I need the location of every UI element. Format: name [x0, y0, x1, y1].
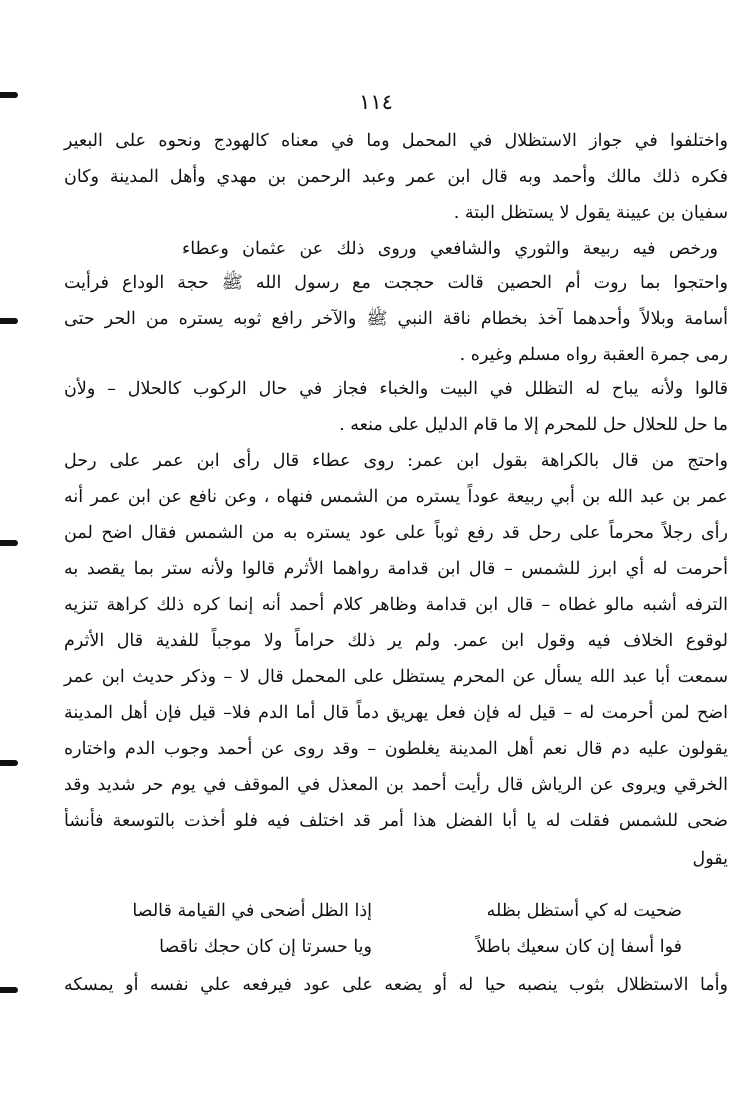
- text-line: واختلفوا في جواز الاستظلال في المحمل وما في معناه كالهودج ونحوه على البعير: [64, 131, 728, 151]
- text-line: واحتج من قال بالكراهة بقول ابن عمر: روى عطاء قال رأى ابن عمر على رحل: [64, 451, 728, 471]
- margin-mark: [0, 92, 18, 98]
- verse-first-hemistich: ضحيت له كي أستظل بظله: [486, 901, 682, 921]
- verse-second-hemistich: إذا الظل أضحى في القيامة قالصا: [132, 901, 372, 921]
- verse-second-hemistich: ويا حسرتا إن كان حجك ناقصا: [159, 937, 372, 957]
- text-line: أسامة وبلالاً وأحدهما آخذ بخطام ناقة النبي ﷺ والآخر رافع ثوبه يستره من الحر حتى: [64, 309, 728, 329]
- margin-mark: [0, 540, 18, 546]
- text-line: الترفه أشبه مالو غطاه – قال ابن قدامة وظاهر كلام أحمد أنه إنما كره ذلك كراهة تنزيه: [64, 595, 728, 615]
- text-line: يقولون عليه دم قال نعم أهل المدينة يغلطون – وقد روى عن أحمد وجوب الدم واختاره: [64, 739, 728, 759]
- text-line: الخرقي ويروى عن الرياش قال رأيت أحمد بن المعذل في الموقف في يوم حر شديد وقد: [64, 775, 728, 795]
- text-line: قالوا ولأنه يباح له التظلل في البيت والخباء فجاز في حال الركوب كالحلال – ولأن: [64, 379, 728, 399]
- text-line: يقول: [692, 849, 728, 869]
- text-line: عمر بن عبد الله بن أبي ربيعة عوداً يستره من الشمس فنهاه ، وعن نافع عن ابن عمر أنه: [64, 487, 728, 507]
- verse-first-hemistich: فوا أسفا إن كان سعيك باطلاً: [476, 937, 682, 957]
- text-line: ما حل للحلال حل للمحرم إلا ما قام الدليل على منعه .: [339, 415, 728, 435]
- text-line: فكره ذلك مالك وأحمد وبه قال ابن عمر وعبد الرحمن بن مهدي وأهل المدينة وكان: [64, 167, 728, 187]
- text-line: سمعت أبا عبد الله يسأل عن المحرم يستظل على المحمل قال لا – وذكر حديث ابن عمر: [64, 667, 728, 687]
- margin-mark: [0, 760, 18, 766]
- margin-mark: [0, 318, 18, 324]
- text-line: اضح لمن أحرمت له – قيل له فإن فعل يهريق دماً قال أما الدم فلا– قيل فإن أهل المدينة: [64, 703, 728, 723]
- text-line: سفيان بن عيينة يقول لا يستظل البتة .: [453, 203, 728, 223]
- text-line: واحتجوا بما روت أم الحصين قالت حججت مع رسول الله ﷺ حجة الوداع فرأيت: [64, 273, 728, 293]
- text-line: رمى جمرة العقبة رواه مسلم وغيره .: [459, 345, 728, 365]
- text-line: أحرمت له أي ابرز للشمس – قال ابن قدامة رواهما الأثرم قالوا ولأنه ستر بما يقصد به: [64, 559, 728, 579]
- text-line: رأى رجلاً محرماً على رحل قد رفع ثوباً على عود يستره به من الشمس فقال اضح لمن: [64, 523, 728, 543]
- margin-mark: [0, 987, 18, 993]
- page-number: ١١٤: [359, 90, 393, 114]
- text-line: لوقوع الخلاف فيه وقول ابن عمر. ولم ير ذلك حراماً ولا موجباً للفدية قال الأثرم: [64, 631, 728, 651]
- text-line: ورخص فيه ربيعة والثوري والشافعي وروى ذلك عن عثمان وعطاء: [182, 239, 718, 259]
- text-line: ضحى للشمس فقلت له يا أبا الفضل هذا أمر قد اختلف فيه فلو أخذت بالتوسعة فأنشأ: [64, 811, 728, 831]
- text-line: وأما الاستظلال بثوب ينصبه حيا له أو يضعه على عود فيرفعه علي نفسه أو يمسكه: [64, 975, 728, 995]
